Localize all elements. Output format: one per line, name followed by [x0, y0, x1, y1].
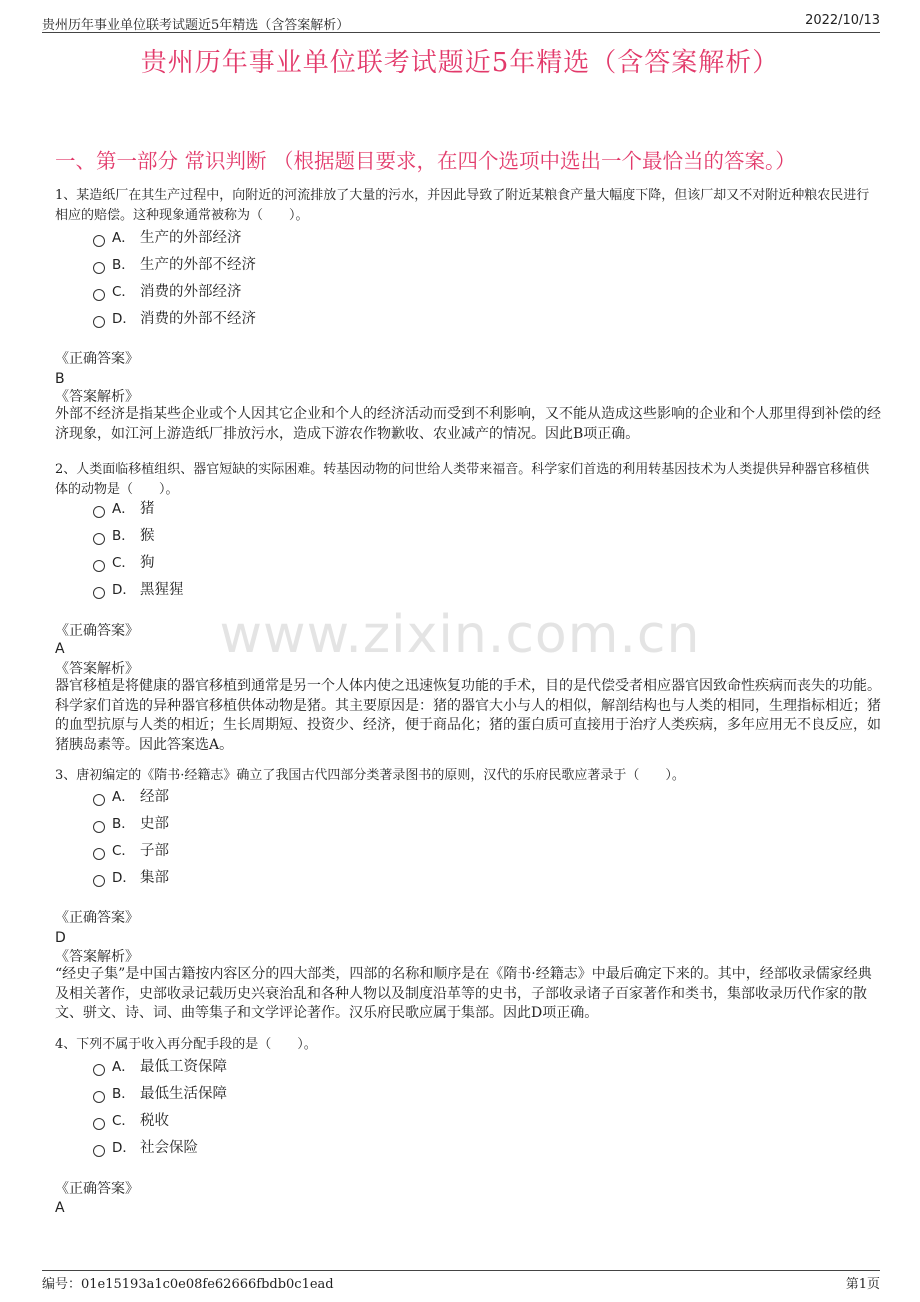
correct-answer-label: 《正确答案》: [55, 351, 139, 367]
option-3a[interactable]: A． 经部: [93, 787, 169, 807]
radio-button-icon[interactable]: [93, 560, 105, 572]
question-stem-1: 1、某造纸厂在其生产过程中，向附近的河流排放了大量的污水，并因此导致了附近某粮食产量大幅度下降，但该厂却又不对附近种粮农民进行相应的赔偿。这种现象通常被称为（ ）。: [55, 188, 870, 223]
option-4b[interactable]: B． 最低生活保障: [93, 1084, 227, 1104]
watermark: www.zixin.com.cn: [219, 605, 701, 665]
radio-button-icon[interactable]: [93, 506, 105, 518]
question-stem-4: 4、下列不属于收入再分配手段的是（ ）。: [55, 1037, 317, 1052]
option-3d[interactable]: D． 集部: [93, 868, 169, 888]
correct-answer-4: A: [55, 1200, 65, 1216]
radio-button-icon[interactable]: [93, 1064, 105, 1076]
analysis-text-3: “经史子集”是中国古籍按内容区分的四大部类，四部的名称和顺序是在《隋书·经籍志》中最后确定下来的。其中，经部收录儒家经典及相关著作，史部收录记载历史兴衰治乱和各种人物以及制度沿革等的史书，子部收录诸子百家著作和类书，集部收录历代作家的散文、骈文、诗、词、曲等集子和文学评论著作。汉乐府民歌应属于集部。因此D项正确。: [55, 966, 872, 1021]
radio-button-icon[interactable]: [93, 848, 105, 860]
correct-answer-2: A: [55, 641, 65, 657]
analysis-text-1: 外部不经济是指某些企业或个人因其它企业和个人的经济活动而受到不利影响，又不能从造成这些影响的企业和个人那里得到补偿的经济现象，如江河上游造纸厂排放污水，造成下游农作物歉收、农业减产的情况。因此B项正确。: [55, 406, 881, 442]
correct-answer-3: D: [55, 930, 66, 946]
analysis-text-2: 器官移植是将健康的器官移植到通常是另一个人体内使之迅速恢复功能的手术，目的是代偿受者相应器官因致命性疾病而丧失的功能。科学家们首选的异种器官移植供体动物是猪。其主要原因是：猪的器官大小与人的相似，解剖结构也与人类的相同，生理指标相近；猪的血型抗原与人类的相近；生长周期短、投资少、经济，便于商品化；猪的蛋白质可直接用于治疗人类疾病，多年应用无不良反应，如猪胰岛素等。因此答案选A。: [55, 678, 881, 753]
correct-answer-1: B: [55, 371, 65, 387]
correct-answer-label: 《正确答案》: [55, 1181, 139, 1197]
option-3b[interactable]: B． 史部: [93, 814, 169, 834]
correct-answer-label: 《正确答案》: [55, 623, 139, 639]
page-number: 第1页: [845, 1277, 880, 1292]
option-4c[interactable]: C． 税收: [93, 1111, 169, 1131]
radio-button-icon[interactable]: [93, 1145, 105, 1157]
radio-button-icon[interactable]: [93, 1118, 105, 1130]
option-1c[interactable]: C． 消费的外部经济: [93, 282, 242, 302]
radio-button-icon[interactable]: [93, 821, 105, 833]
radio-button-icon[interactable]: [93, 289, 105, 301]
option-1b[interactable]: B． 生产的外部不经济: [93, 255, 256, 275]
question-stem-3: 3、唐初编定的《隋书·经籍志》确立了我国古代四部分类著录图书的原则，汉代的乐府民歌应著录于（ ）。: [55, 768, 685, 783]
document-code: 编号：01e15193a1c0e08fe62666fbdb0c1ead: [42, 1277, 334, 1292]
radio-button-icon[interactable]: [93, 262, 105, 274]
option-1a[interactable]: A． 生产的外部经济: [93, 228, 242, 248]
option-4a[interactable]: A． 最低工资保障: [93, 1057, 227, 1077]
option-2b[interactable]: B． 猴: [93, 526, 155, 546]
header-date: 2022/10/13: [805, 13, 880, 28]
radio-button-icon[interactable]: [93, 587, 105, 599]
analysis-label: 《答案解析》: [55, 949, 139, 965]
option-2a[interactable]: A． 猪: [93, 499, 155, 519]
analysis-label: 《答案解析》: [55, 389, 139, 405]
radio-button-icon[interactable]: [93, 794, 105, 806]
radio-button-icon[interactable]: [93, 533, 105, 545]
header-doc-title: 贵州历年事业单位联考试题近5年精选（含答案解析）: [42, 18, 350, 33]
option-1d[interactable]: D． 消费的外部不经济: [93, 309, 256, 329]
analysis-label: 《答案解析》: [55, 661, 139, 677]
question-stem-2: 2、人类面临移植组织、器官短缺的实际困难。转基因动物的问世给人类带来福音。科学家们首选的利用转基因技术为人类提供异种器官移植供体的动物是（ ）。: [55, 462, 870, 497]
correct-answer-label: 《正确答案》: [55, 910, 139, 926]
radio-button-icon[interactable]: [93, 875, 105, 887]
document-title: 贵州历年事业单位联考试题近5年精选（含答案解析）: [140, 48, 780, 78]
radio-button-icon[interactable]: [93, 1091, 105, 1103]
radio-button-icon[interactable]: [93, 235, 105, 247]
option-2c[interactable]: C． 狗: [93, 553, 155, 573]
section-heading: 一、第一部分 常识判断 （根据题目要求，在四个选项中选出一个最恰当的答案。）: [55, 149, 796, 173]
option-4d[interactable]: D． 社会保险: [93, 1138, 198, 1158]
page-header: [42, 12, 880, 33]
page-footer: [42, 1270, 880, 1292]
option-3c[interactable]: C． 子部: [93, 841, 169, 861]
option-2d[interactable]: D． 黑猩猩: [93, 580, 184, 600]
radio-button-icon[interactable]: [93, 316, 105, 328]
